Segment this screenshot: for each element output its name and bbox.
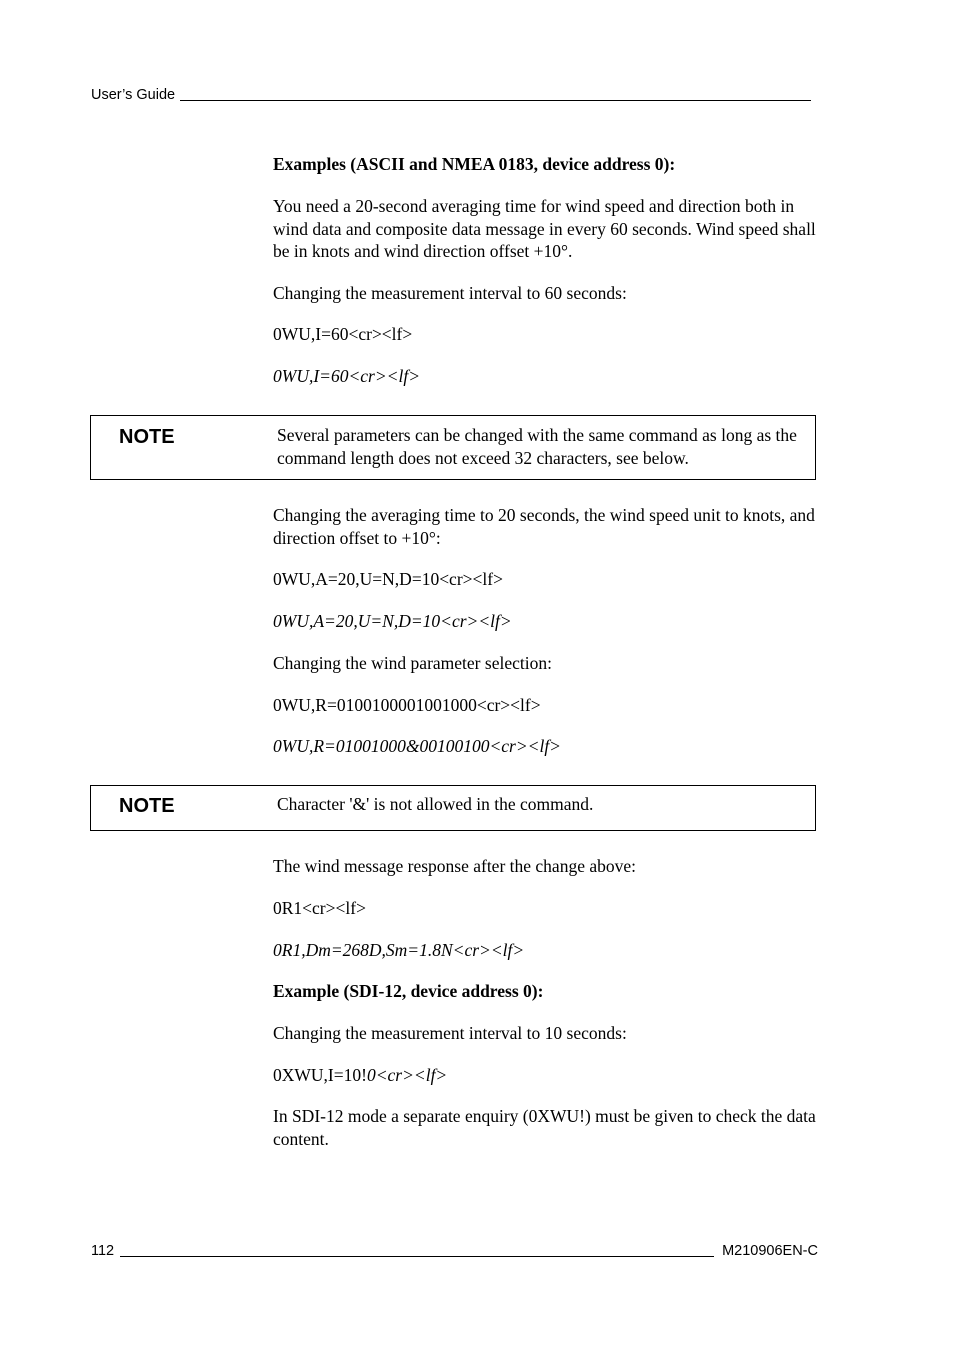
sdi-command-plain: 0XWU,I=10! — [273, 1065, 367, 1085]
page-number: 112 — [91, 1243, 115, 1259]
header-title: User’s Guide — [91, 87, 176, 103]
sdi-paragraph: In SDI-12 mode a separate enquiry (0XWU!) must be given to check the data content. — [273, 1106, 816, 1149]
sdi-command — [273, 1064, 821, 1087]
avg-label: Changing the averaging time to 20 seconds, the wind speed unit to knots, and direction offset to +10°: — [273, 505, 815, 548]
avg-response: 0WU,A=20,U=N,D=10<cr><lf> — [273, 611, 512, 631]
interval-response: 0WU,I=60<cr><lf> — [273, 366, 421, 386]
param-response: 0WU,R=01001000&00100100<cr><lf> — [273, 736, 561, 756]
note-text-2: Character '&' is not allowed in the command. — [277, 794, 594, 814]
header-rule — [180, 99, 811, 101]
note-text-1: Several parameters can be changed with the same command as long as the command length does not exceed 32 characters, see below. — [277, 425, 797, 468]
avg-command: 0WU,A=20,U=N,D=10<cr><lf> — [273, 569, 503, 589]
note-label-1: NOTE — [119, 426, 175, 448]
footer-rule — [120, 1255, 714, 1257]
wind-msg-response: 0R1,Dm=268D,Sm=1.8N<cr><lf> — [273, 940, 525, 960]
doc-code: M210906EN-C — [722, 1243, 818, 1259]
param-command: 0WU,R=0100100001001000<cr><lf> — [273, 695, 541, 715]
param-label: Changing the wind parameter selection: — [273, 653, 552, 673]
sdi-command-italic: 0<cr><lf> — [366, 1065, 448, 1085]
wind-msg-command: 0R1<cr><lf> — [273, 898, 366, 918]
note-box-2 — [90, 785, 816, 831]
intro-paragraph: You need a 20-second averaging time for wind speed and direction both in wind data and composite data message in every 60 seconds. Wind speed shall be in knots and wind direction offset +10°. — [273, 196, 816, 261]
examples-heading: Examples (ASCII and NMEA 0183, device address 0): — [273, 154, 676, 174]
sdi-heading: Example (SDI-12, device address 0): — [273, 981, 544, 1001]
wind-msg-label: The wind message response after the change above: — [273, 856, 636, 876]
running-header — [91, 87, 811, 103]
note-label-2: NOTE — [119, 795, 175, 817]
interval-label: Changing the measurement interval to 60 seconds: — [273, 283, 627, 303]
running-footer — [91, 1243, 818, 1259]
note-box-1 — [90, 415, 816, 480]
sdi-interval-label: Changing the measurement interval to 10 seconds: — [273, 1023, 627, 1043]
interval-command: 0WU,I=60<cr><lf> — [273, 324, 413, 344]
